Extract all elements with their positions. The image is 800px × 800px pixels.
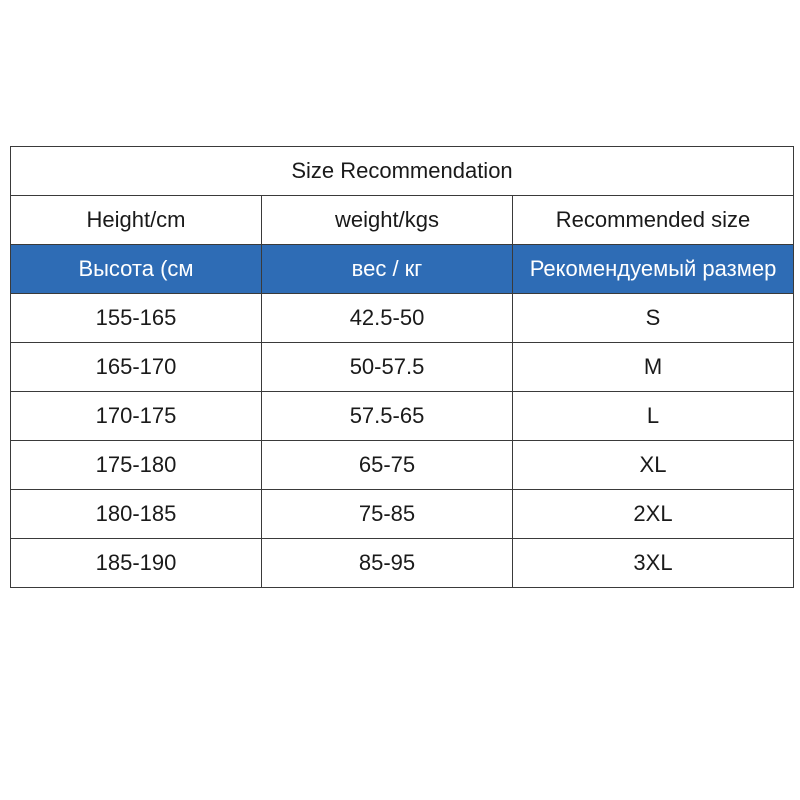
header-row-en — [11, 196, 794, 245]
header-size-en: Recommended size — [513, 196, 794, 245]
table-row — [11, 490, 794, 539]
table-row — [11, 539, 794, 588]
title-row — [11, 147, 794, 196]
row-height: 175-180 — [11, 441, 262, 490]
header-weight-ru: вес / кг — [262, 245, 513, 294]
row-size: S — [513, 294, 794, 343]
header-height-en: Height/cm — [11, 196, 262, 245]
table-row — [11, 392, 794, 441]
row-size: 2XL — [513, 490, 794, 539]
row-size: 3XL — [513, 539, 794, 588]
header-weight-en: weight/kgs — [262, 196, 513, 245]
row-size: XL — [513, 441, 794, 490]
table-title: Size Recommendation — [11, 147, 794, 196]
row-weight: 57.5-65 — [262, 392, 513, 441]
row-height: 170-175 — [11, 392, 262, 441]
row-weight: 42.5-50 — [262, 294, 513, 343]
row-size: M — [513, 343, 794, 392]
size-recommendation-table — [10, 146, 794, 588]
table-row — [11, 441, 794, 490]
header-row-ru — [11, 245, 794, 294]
row-height: 155-165 — [11, 294, 262, 343]
row-size: L — [513, 392, 794, 441]
table-row — [11, 294, 794, 343]
table-row — [11, 343, 794, 392]
header-height-ru: Высота (см — [11, 245, 262, 294]
row-weight: 85-95 — [262, 539, 513, 588]
row-weight: 65-75 — [262, 441, 513, 490]
row-weight: 50-57.5 — [262, 343, 513, 392]
row-height: 180-185 — [11, 490, 262, 539]
row-height: 185-190 — [11, 539, 262, 588]
header-size-ru: Рекомендуемый размер — [513, 245, 794, 294]
row-height: 165-170 — [11, 343, 262, 392]
row-weight: 75-85 — [262, 490, 513, 539]
